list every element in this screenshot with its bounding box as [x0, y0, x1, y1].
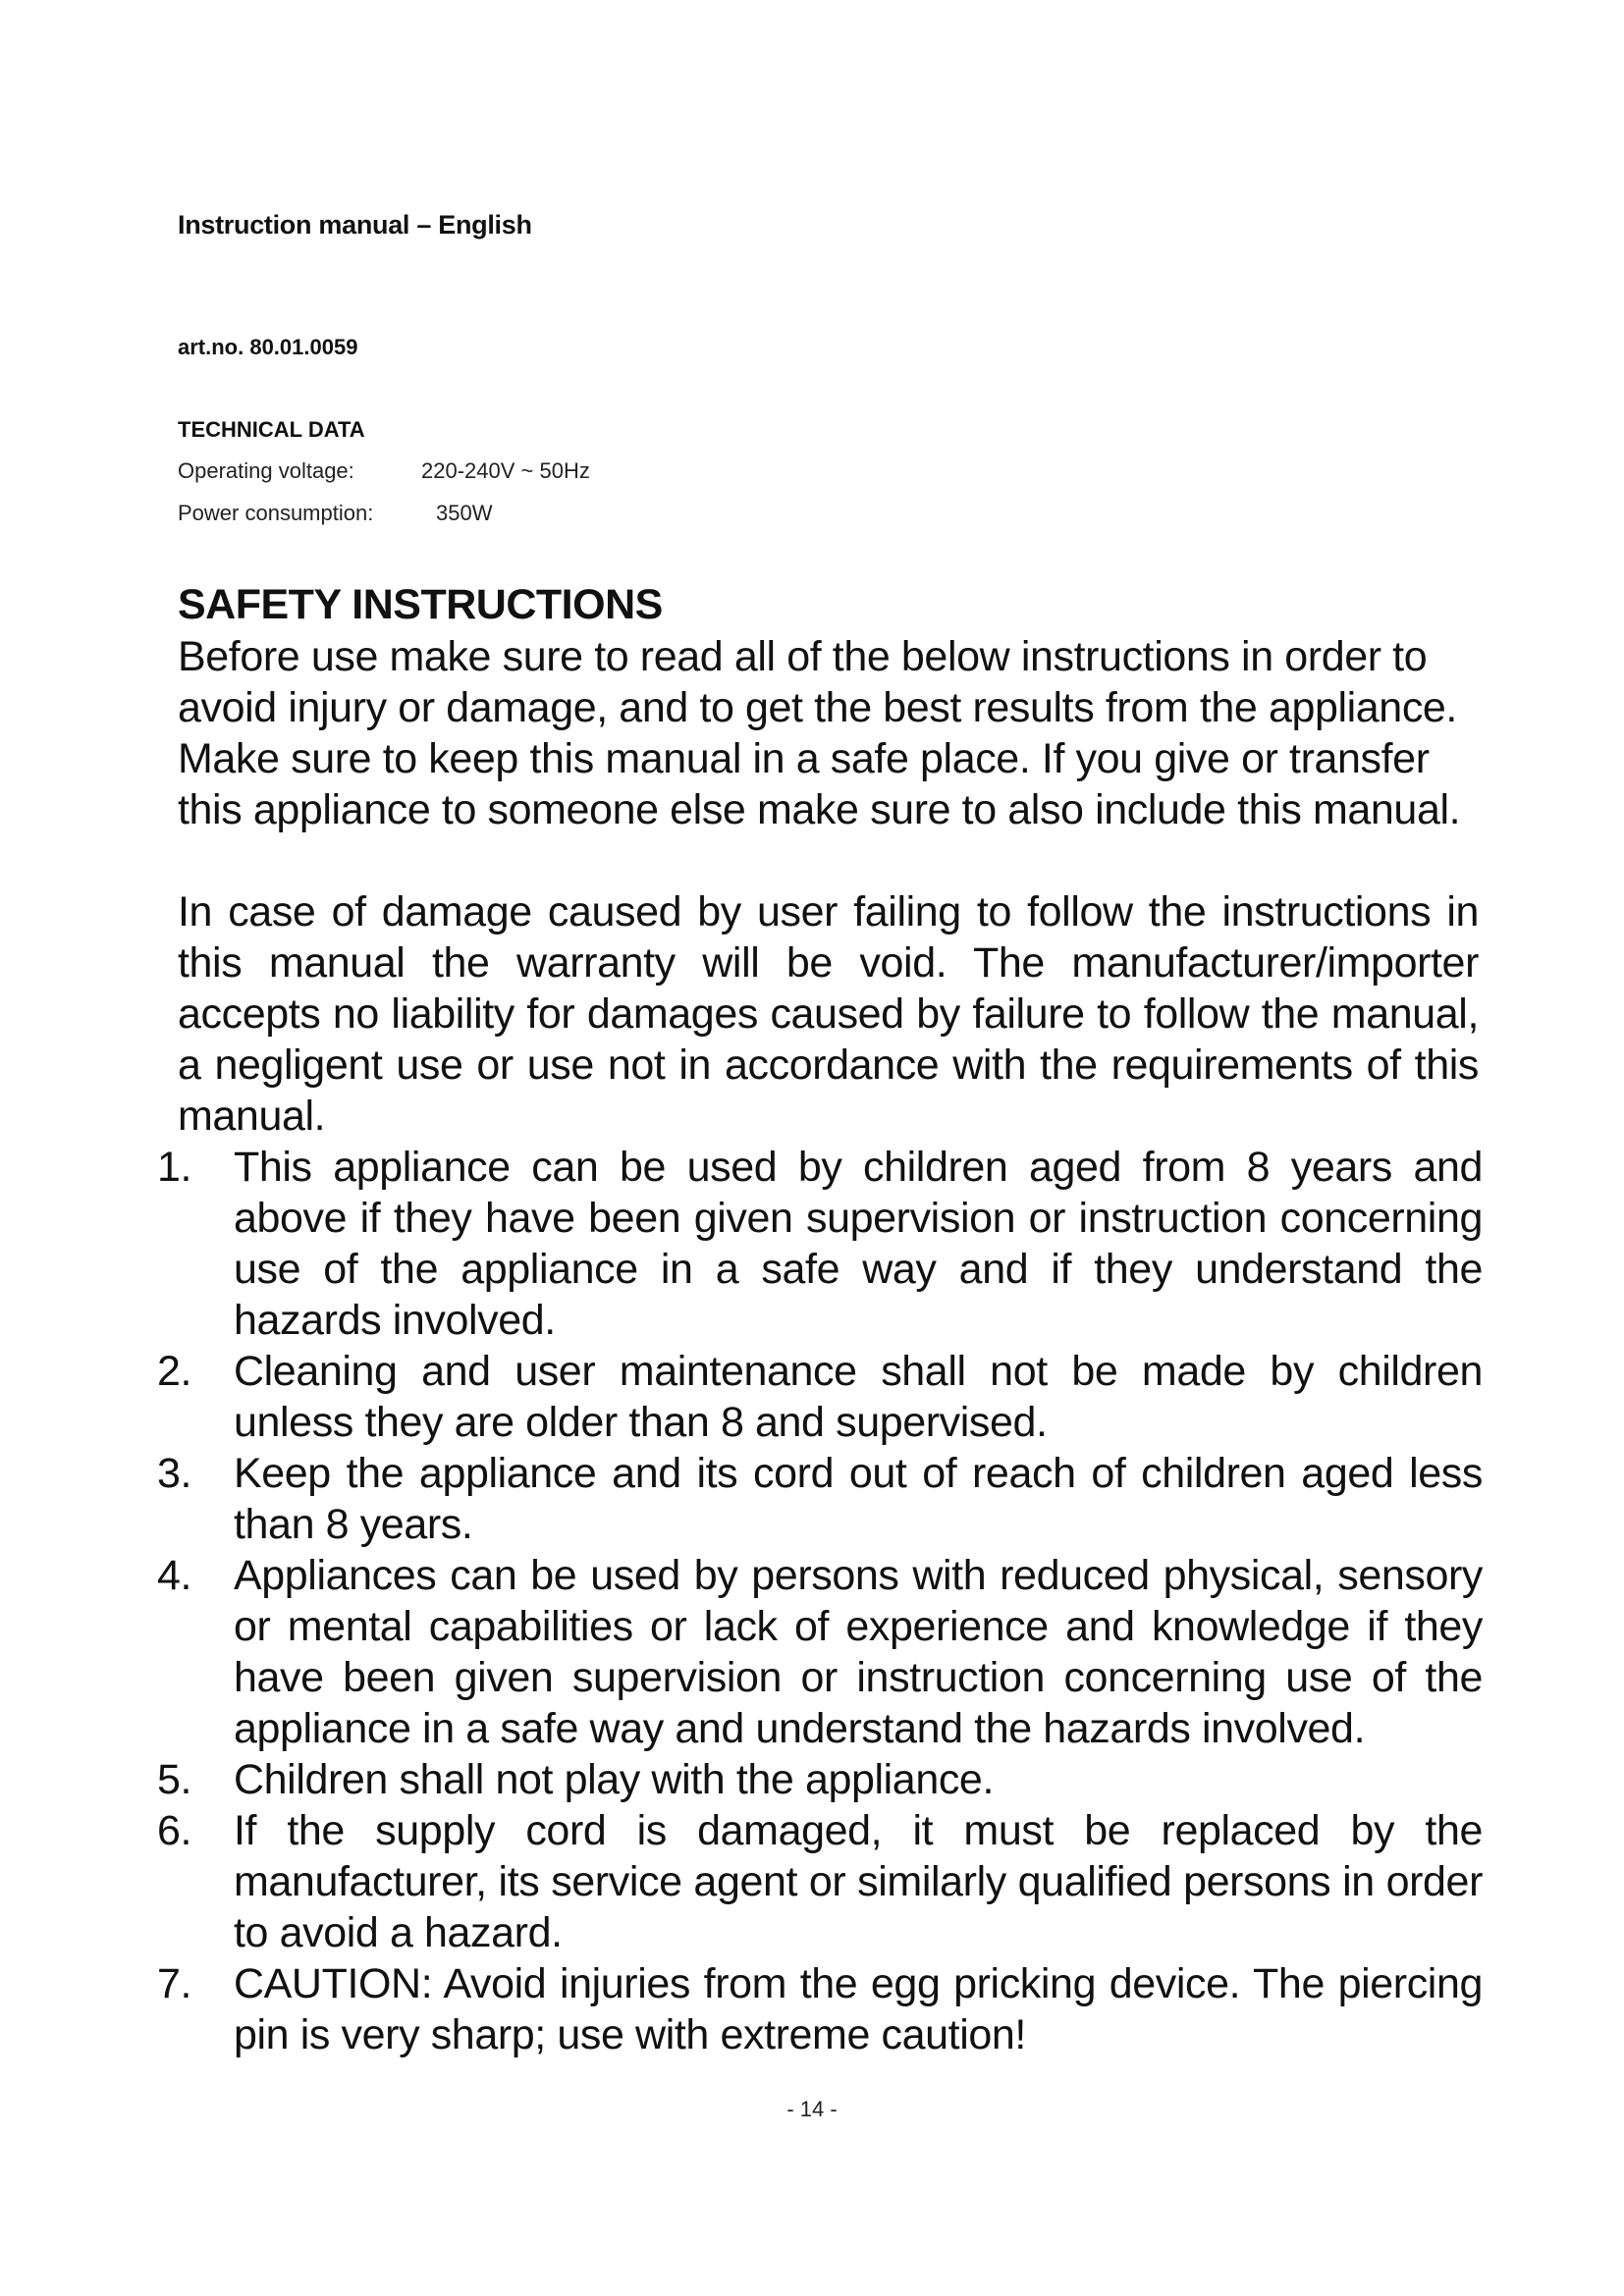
spec-value: 220-240V ~ 50Hz [421, 458, 590, 483]
spec-label: Operating voltage: [178, 458, 354, 483]
spec-row-voltage [178, 458, 590, 484]
list-item [147, 1550, 1483, 1754]
list-number: 3. [157, 1450, 192, 1497]
intro-paragraph: Before use make sure to read all of the below instructions in order to avoid injury or damage, and to get the best results from the appliance. Make sure to keep this manual in a safe place. If you give or transfer this appliance to someone else make sure to also include this manual. [178, 633, 1461, 833]
article-number: art.no. 80.01.0059 [178, 335, 358, 359]
technical-data-heading: TECHNICAL DATA [178, 417, 365, 442]
list-number: 6. [157, 1807, 192, 1854]
list-number: 1. [157, 1144, 192, 1191]
list-number: 2. [157, 1348, 192, 1395]
spec-row-power [178, 501, 492, 526]
page-number: - 14 - [786, 2097, 838, 2121]
list-item [147, 1805, 1483, 1958]
list-text: Keep the appliance and its cord out of reach of children aged less than 8 years. [234, 1450, 1483, 1548]
list-item [147, 1754, 1483, 1805]
manual-title: Instruction manual – English [178, 210, 532, 240]
list-number: 5. [157, 1756, 192, 1803]
list-text: Children shall not play with the appliance. [234, 1756, 994, 1803]
spec-label: Power consumption: [178, 501, 374, 525]
list-text: This appliance can be used by children aged from 8 years and above if they have been given supervision or instruction concerning use of the appliance in a safe way and if they understand the hazards involved. [234, 1144, 1483, 1344]
list-text: Appliances can be used by persons with reduced physical, sensory or mental capabilities or lack of experience and knowledge if they have been given supervision or instruction concerning use of the appliance in a safe way and understand the hazards involved. [234, 1552, 1483, 1752]
list-number: 4. [157, 1552, 192, 1599]
list-item [147, 1448, 1483, 1550]
spec-value: 350W [436, 501, 493, 525]
list-text: Cleaning and user maintenance shall not be made by children unless they are older than 8 and supervised. [234, 1348, 1483, 1446]
list-text: CAUTION: Avoid injuries from the egg pricking device. The piercing pin is very sharp; use with extreme caution! [234, 1960, 1483, 2058]
list-item [147, 1346, 1483, 1448]
safety-instructions-heading: SAFETY INSTRUCTIONS [178, 581, 663, 628]
list-item [147, 1958, 1483, 2060]
list-text: If the supply cord is damaged, it must be replaced by the manufacturer, its service agent or similarly qualified persons in order to avoid a hazard. [234, 1807, 1483, 1956]
list-item [147, 1142, 1483, 1346]
warranty-paragraph: In case of damage caused by user failing to follow the instructions in this manual the warranty will be void. The manufacturer/importer accepts no liability for damages caused by failure to follow the manual, a negligent use or use not in accordance with the requirements of this manual. [178, 888, 1479, 1140]
safety-list [147, 1142, 1483, 2060]
list-number: 7. [157, 1960, 192, 2007]
